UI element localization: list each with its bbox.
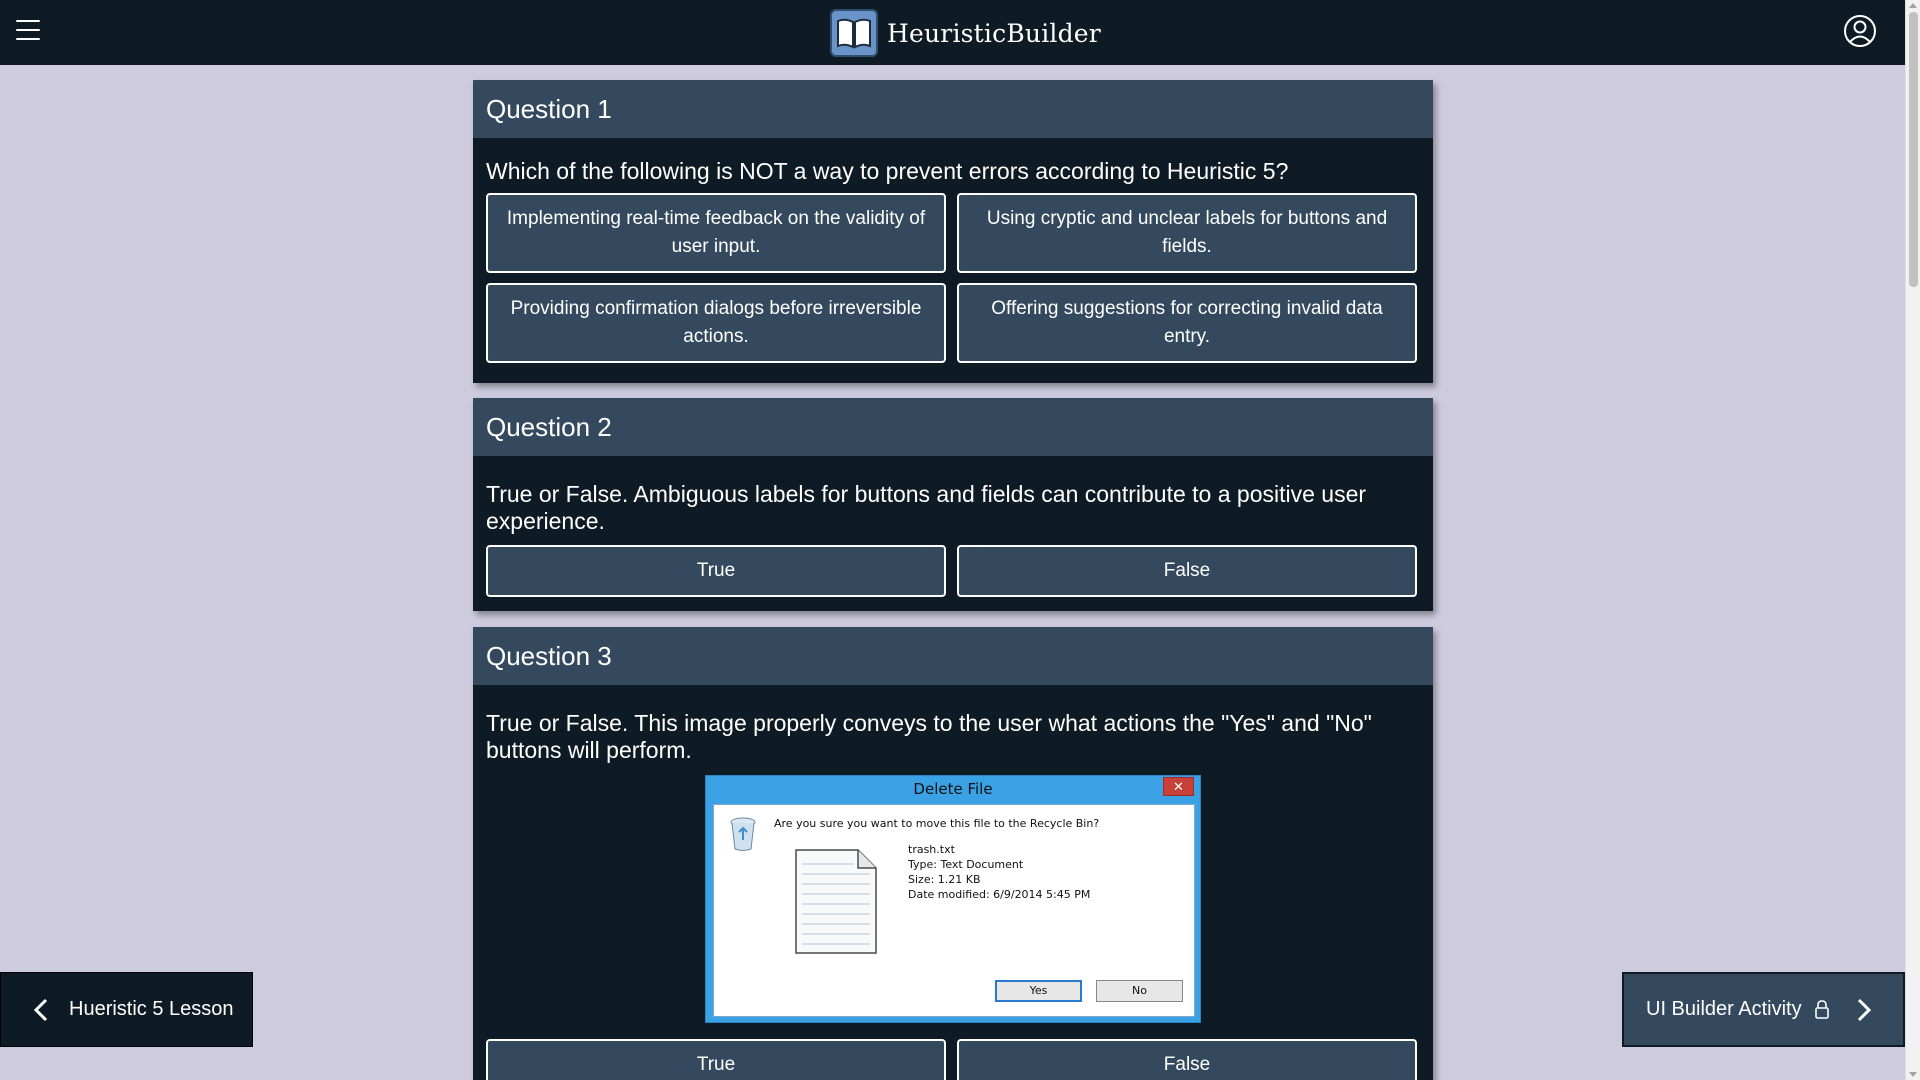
file-modified: Date modified: 6/9/2014 5:45 PM <box>908 888 1091 901</box>
dialog-prompt: Are you sure you want to move this file to the Recycle Bin? <box>774 817 1100 830</box>
previous-lesson-button[interactable] <box>0 972 253 1047</box>
answer-option-a[interactable]: Implementing real-time feedback on the validity of user input. <box>486 193 946 273</box>
scroll-down-icon[interactable] <box>1909 1072 1917 1077</box>
answer-option-c[interactable]: Providing confirmation dialogs before irreversible actions. <box>486 283 946 363</box>
chevron-left-icon <box>33 998 49 1022</box>
question-title: Question 1 <box>473 80 1433 138</box>
question-card-2 <box>473 398 1433 611</box>
open-book-icon <box>830 9 878 57</box>
close-icon: ✕ <box>1163 777 1194 796</box>
lock-icon <box>1814 1000 1830 1019</box>
user-circle-icon[interactable] <box>1843 14 1877 48</box>
dialog-title: Delete File <box>913 780 993 798</box>
top-navbar <box>0 0 1905 65</box>
question-text: True or False. This image properly conveys to the user what actions the "Yes" and "No" buttons will perform. <box>486 710 1372 763</box>
file-name: trash.txt <box>908 843 955 856</box>
answer-false[interactable]: False <box>957 545 1417 597</box>
file-type: Type: Text Document <box>908 858 1024 871</box>
brand[interactable] <box>830 9 1101 57</box>
dialog-yes-button: Yes <box>995 980 1082 1002</box>
question-card-1 <box>473 80 1433 383</box>
hamburger-menu-icon[interactable] <box>16 20 40 44</box>
answer-false[interactable]: False <box>957 1039 1417 1080</box>
text-document-icon <box>794 848 878 960</box>
next-activity-button[interactable] <box>1622 972 1905 1047</box>
file-size: Size: 1.21 KB <box>908 873 981 886</box>
delete-file-dialog-image <box>705 775 1201 1023</box>
previous-lesson-label: Hueristic 5 Lesson <box>69 998 234 1020</box>
answer-option-b[interactable]: Using cryptic and unclear labels for buttons and fields. <box>957 193 1417 273</box>
answer-true[interactable]: True <box>486 1039 946 1080</box>
question-title: Question 3 <box>473 627 1433 685</box>
answer-option-d[interactable]: Offering suggestions for correcting invalid data entry. <box>957 283 1417 363</box>
scroll-up-icon[interactable] <box>1909 3 1917 8</box>
question-title: Question 2 <box>473 398 1433 456</box>
dialog-no-button: No <box>1096 980 1183 1002</box>
page-scrollbar[interactable] <box>1905 0 1920 1080</box>
question-text: True or False. Ambiguous labels for buttons and fields can contribute to a positive user experience. <box>486 481 1367 534</box>
scroll-thumb[interactable] <box>1909 12 1918 287</box>
dialog-body <box>713 804 1195 1017</box>
answer-true[interactable]: True <box>486 545 946 597</box>
question-text: Which of the following is NOT a way to prevent errors according to Heuristic 5? <box>486 158 1289 184</box>
recycle-bin-icon <box>728 814 758 857</box>
chevron-right-icon <box>1856 998 1872 1022</box>
app-name: HeuristicBuilder <box>887 18 1101 48</box>
next-activity-label: UI Builder Activity <box>1646 998 1802 1020</box>
